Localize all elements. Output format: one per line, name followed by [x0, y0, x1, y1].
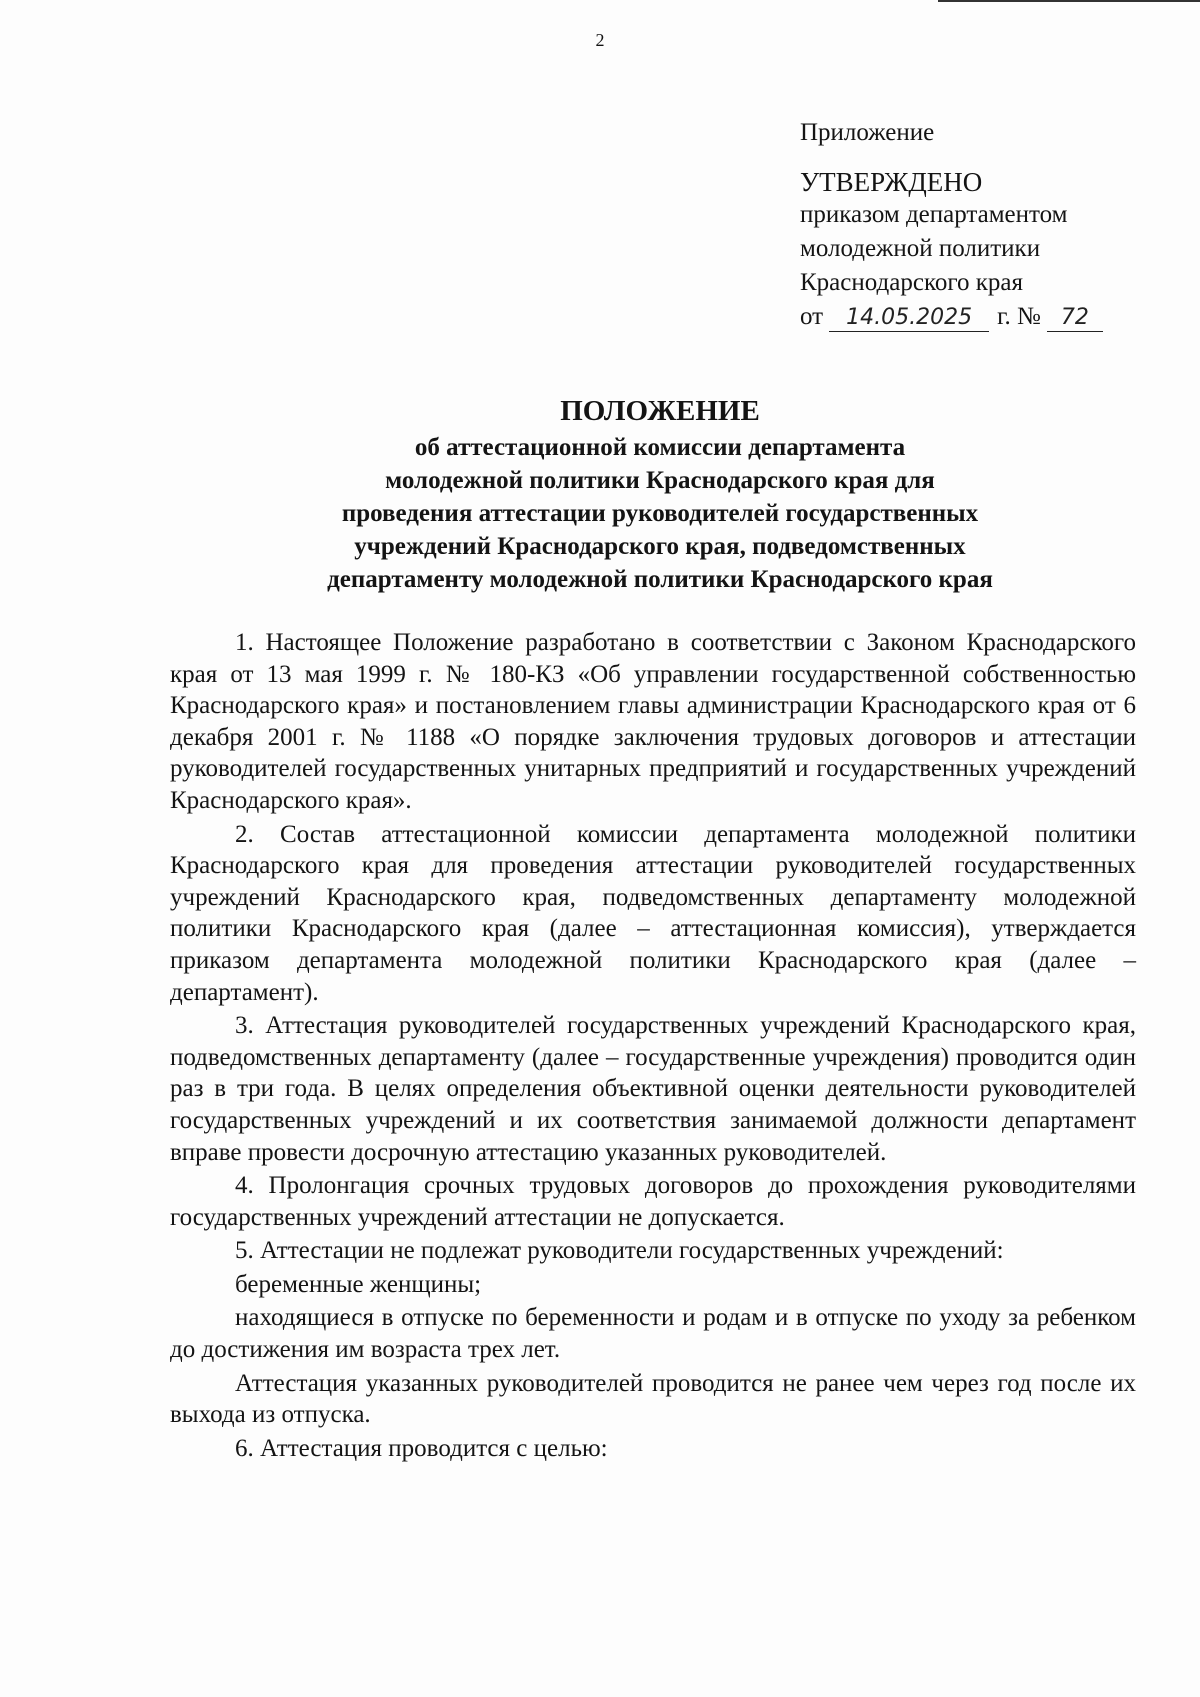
document-subtitle-line: департаменту молодежной политики Краснодарского края: [327, 566, 993, 593]
approval-line: Краснодарского края: [800, 269, 1023, 296]
handwritten-date: 14.05.2025: [829, 305, 989, 332]
approval-line: молодежной политики: [800, 235, 1041, 262]
paragraph-1: 1. Настоящее Положение разработано в соответствии с Законом Краснодарского края от 13 мая 1999 г. № 180-КЗ «Об управлении государственной собственностью Краснодарского края» и постановлением главы администрации Краснодарского края от 6 декабря 2001 г. № 1188 «О порядке заключения трудовых договоров и аттестации руководителей государственных унитарных предприятий и государственных учреждений Краснодарского края».: [170, 629, 1136, 814]
top-edge-rule: [938, 0, 1200, 2]
document-subtitle-line: проведения аттестации руководителей государственных: [341, 500, 979, 527]
order-date-line: [800, 300, 1140, 334]
year-number-label: г. №: [997, 303, 1041, 330]
document-subtitle-line: учреждений Краснодарского края, подведомственных: [354, 533, 966, 560]
handwritten-order-number: 72: [1047, 305, 1103, 332]
date-prefix: от: [800, 303, 824, 330]
paragraph-5-item-pregnant: беременные женщины;: [235, 1270, 482, 1298]
document-title: ПОЛОЖЕНИЕ: [560, 395, 760, 427]
document-subtitle-line: молодежной политики Краснодарского края для: [385, 467, 935, 494]
document-body: [170, 627, 1136, 1464]
paragraph-6: 6. Аттестация проводится с целью:: [235, 1434, 608, 1462]
appendix-label: Приложение: [800, 119, 935, 146]
paragraph-5-note: Аттестация указанных руководителей проводится не ранее чем через год после их выхода из отпуска.: [170, 1369, 1136, 1429]
approval-stamp-block: [800, 118, 1140, 334]
document-subtitle-line: об аттестационной комиссии департамента: [414, 434, 906, 461]
approved-label: УТВЕРЖДЕНО: [800, 167, 983, 197]
paragraph-5: 5. Аттестации не подлежат руководители государственных учреждений:: [235, 1237, 1004, 1265]
page-number: 2: [595, 30, 605, 50]
paragraph-2: 2. Состав аттестационной комиссии департамента молодежной политики Краснодарского края для проведения аттестации руководителей государственных учреждений Краснодарского края, подведомственных департаменту молодежной политики Краснодарского края (далее – аттестационная комиссия), утверждается приказом департамента молодежной политики Краснодарского края (далее – департамент).: [170, 820, 1136, 1006]
approval-line: приказом департаментом: [800, 201, 1068, 228]
paragraph-5-item-leave: находящиеся в отпуске по беременности и родам и в отпуске по уходу за ребенком до достижения им возраста трех лет.: [170, 1304, 1136, 1364]
paragraph-3: 3. Аттестация руководителей государственных учреждений Краснодарского края, подведомственных департаменту (далее – государственные учреждения) проводится один раз в три года. В целях определения объективной оценки деятельности руководителей государственных учреждений и их соответствия занимаемой должности департамент вправе провести досрочную аттестацию указанных руководителей.: [170, 1012, 1136, 1166]
document-title-block: [220, 393, 1100, 596]
paragraph-4: 4. Пролонгация срочных трудовых договоров до прохождения руководителями государственных учреждений аттестации не допускается.: [170, 1172, 1136, 1231]
